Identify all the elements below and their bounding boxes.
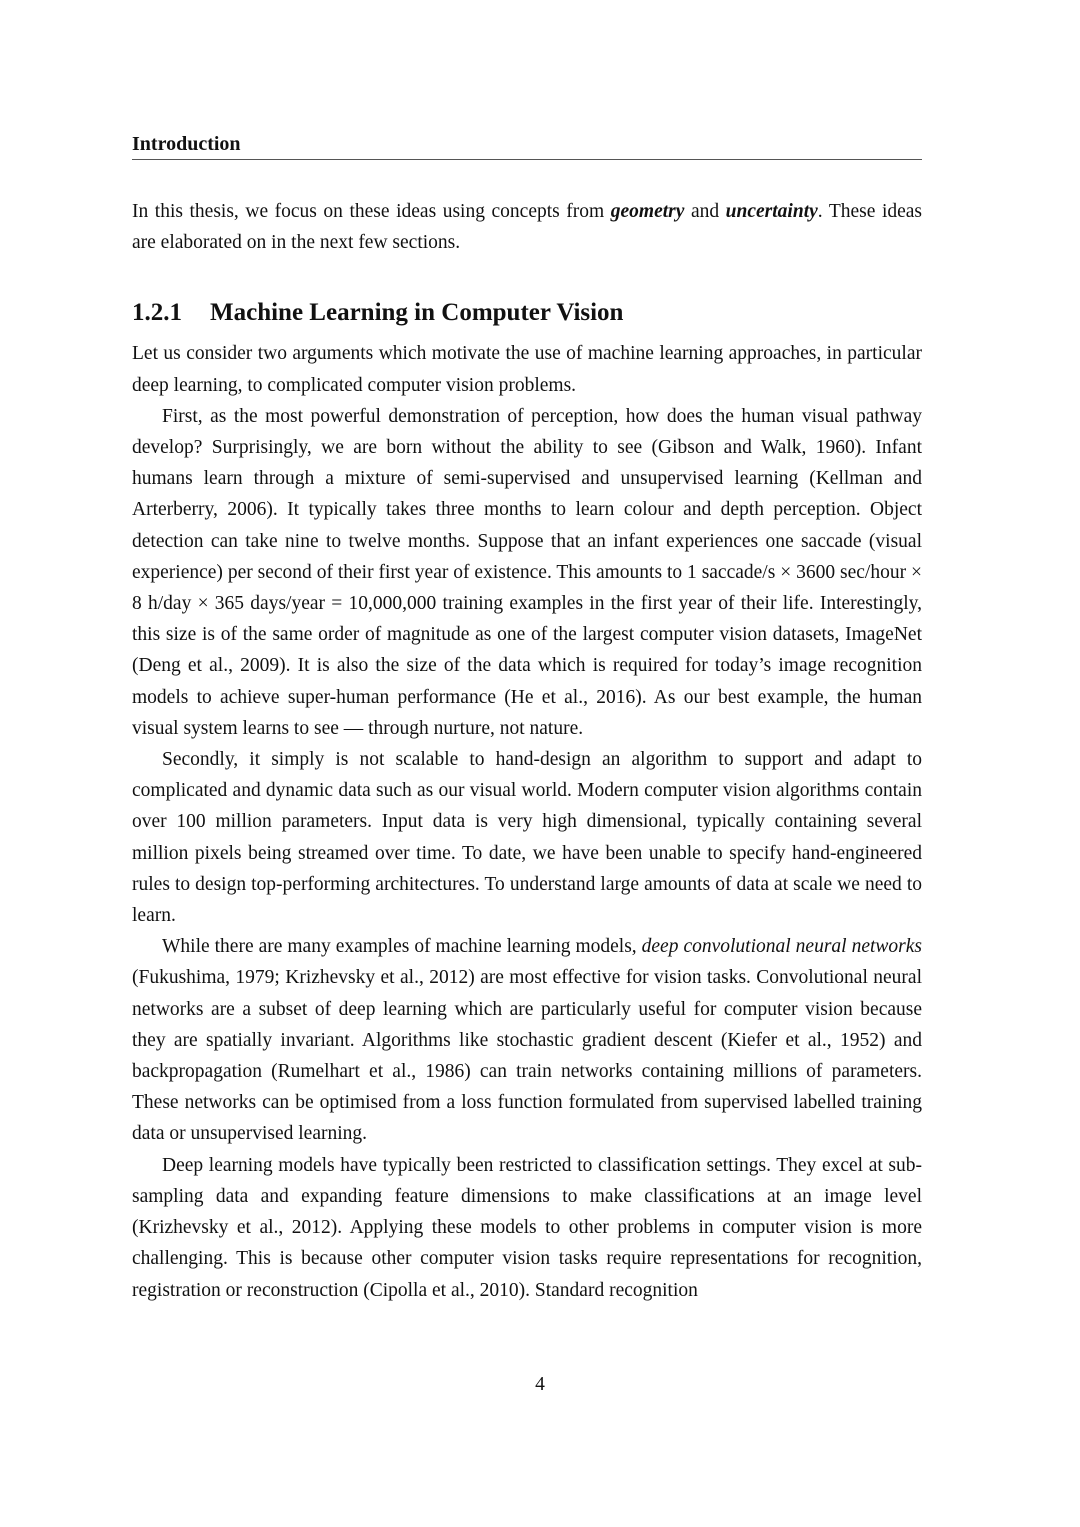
section-title: Machine Learning in Computer Vision	[210, 299, 624, 327]
intro-text-1: In this thesis, we focus on these ideas using concepts from	[132, 201, 611, 222]
intro-text-2: and	[684, 201, 726, 222]
running-head: Introduction	[132, 131, 922, 160]
paragraph-3: Secondly, it simply is not scalable to hand-design an algorithm to support and adapt to complicated and dynamic data such as our visual world. Modern computer vision algorithms contain over 100 million parameters. Input data is very high dimensional, typically containing several million pixels being streamed over time. To date, we have been unable to specify hand-engineered rules to design top-performing architectures. To understand large amounts of data at scale we need to learn.	[132, 749, 922, 927]
intro-emphasis-uncertainty: uncertainty	[725, 201, 818, 222]
paragraph-4-text-1: While there are many examples of machine learning models,	[162, 936, 642, 958]
paragraph-4-emphasis: deep convolutional neural networks	[641, 936, 922, 958]
paragraph-4-text-2: (Fukushima, 1979; Krizhevsky et al., 2012) are most effective for vision tasks. Convolutional neural networks are a subset of deep learning which are particularly useful for computer vision because they are spatially invariant. Algorithms like stochastic gradient descent (Kiefer et al., 1952) and backpropagation (Rumelhart et al., 1986) can train networks containing millions of parameters. These networks can be optimised from a loss function formulated from supervised labelled training data or unsupervised learning.	[132, 967, 922, 1145]
intro-text-3: . These ideas are elaborated on in the next few sections.	[132, 201, 923, 254]
paragraph-4	[132, 931, 922, 1149]
paragraph-5: Deep learning models have typically been restricted to classification settings. They excel at sub-sampling data and expanding feature dimensions to make classifications at an image level (Krizhevsky et al., 2012). Applying these models to other problems in computer vision is more challenging. This is because other computer vision tasks require representations for recognition, registration or reconstruction (Cipolla et al., 2010). Standard recognition	[132, 1154, 922, 1301]
page-number: 4	[535, 1374, 545, 1395]
body-text	[132, 196, 922, 1306]
section-number: 1.2.1	[132, 299, 182, 327]
paragraph-2: First, as the most powerful demonstration of perception, how does the human visual pathway develop? Surprisingly, we are born without the ability to see (Gibson and Walk, 1960). Infant humans learn through a mixture of semi-supervised and unsupervised learning (Kellman and Arterberry, 2006). It typically takes three months to learn colour and depth perception. Object detection can take nine to twelve months. Suppose that an infant experiences one saccade (visual experience) per second of their first year of existence. This amounts to 1 saccade/s × 3600 sec/hour × 8 h/day × 365 days/year = 10,000,000 training examples in the first year of their life. Interestingly, this size is of the same order of magnitude as one of the largest computer vision datasets, ImageNet (Deng et al., 2009). It is also the size of the data which is required for today’s image recognition models to achieve super-human performance (He et al., 2016). As our best example, the human visual system learns to see — through nurture, not nature.	[132, 405, 922, 739]
paragraph-1: Let us consider two arguments which motivate the use of machine learning approaches, in particular deep learning, to complicated computer vision problems.	[132, 343, 922, 396]
intro-emphasis-geometry: geometry	[610, 201, 685, 222]
intro-paragraph	[132, 196, 922, 258]
section-heading	[132, 296, 922, 330]
